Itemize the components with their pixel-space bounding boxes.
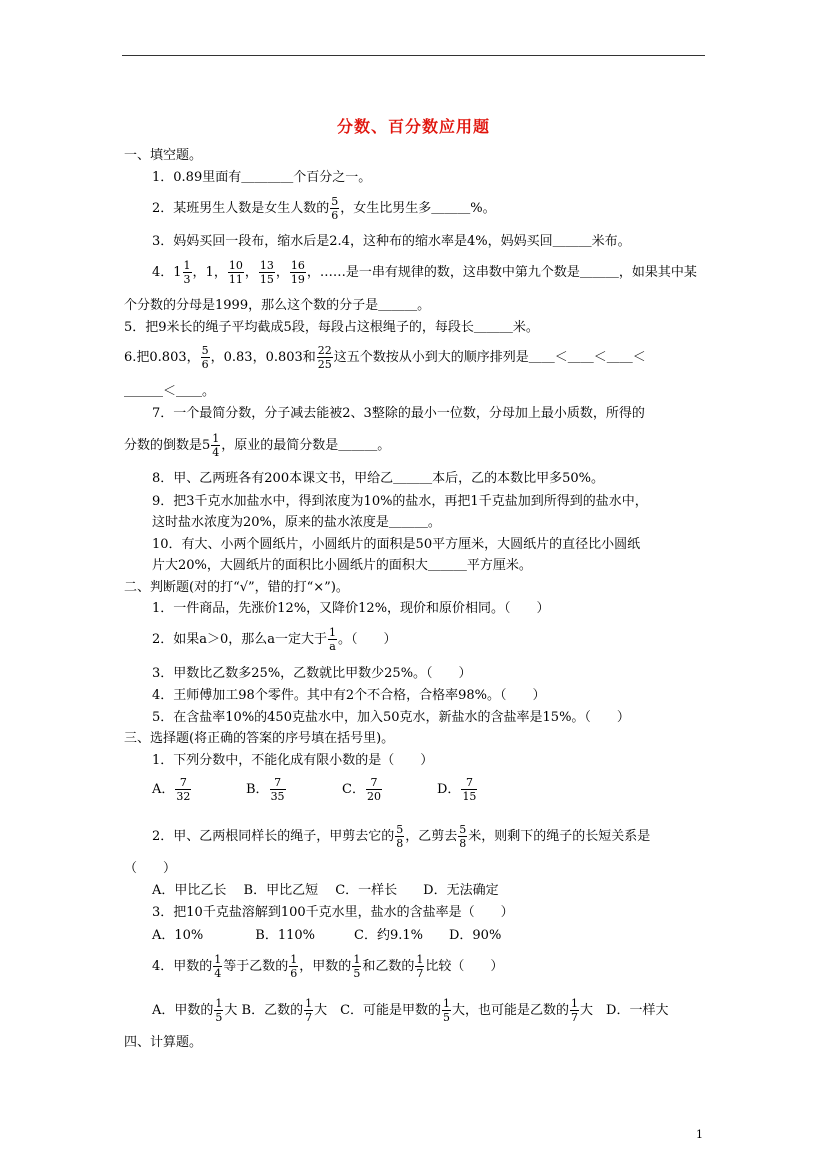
choice-3-options: A．10% B．110% C．约9.1% D．90% bbox=[152, 928, 502, 943]
fraction: $\frac{1}{7}$ bbox=[571, 997, 579, 1024]
option-b: B． $\frac{7}{35}$ bbox=[246, 776, 285, 803]
fraction: $\frac{1}{4}$ bbox=[214, 953, 222, 980]
choice-3: 3．把10千克盐溶解到100千克水里，盐水的含盐率是（ ） bbox=[152, 905, 514, 920]
question-7-cont: 分数的倒数是5 $\frac{1}{4}$ ，原业的最简分数是＿＿＿。 bbox=[124, 432, 391, 459]
option-a: A． $\frac{7}{32}$ bbox=[152, 776, 191, 803]
question-1: 1．0.89里面有＿＿＿＿个百分之一。 bbox=[152, 170, 372, 185]
page-number: 1 bbox=[696, 1128, 703, 1141]
choice-4: 4．甲数的 $\frac{1}{4}$ 等于乙数的 $\frac{1}{6}$ ，甲数的 $\frac{1}{5}$ 和乙数的 $\frac{1}{7}$ 比较（ ） bbox=[152, 953, 504, 980]
question-4: 4．1 $\frac{1}{3}$ ，1， $\frac{10}{11}$ ， $\frac{13}{15}$ ， $\frac{16}{19}$ ，……是一串有规律的数，这串数中第九个数是＿＿＿，如果其中某 bbox=[152, 259, 697, 286]
fraction: $\frac{1}{5}$ bbox=[353, 953, 361, 980]
fraction: $\frac{5}{6}$ bbox=[331, 195, 339, 222]
page-title: 分数、百分数应用题 bbox=[336, 117, 490, 136]
section-choice: 三、选择题(将正确的答案的序号填在括号里)。 bbox=[124, 731, 395, 746]
judge-5: 5．在含盐率10%的450克盐水中，加入50克水，新盐水的含盐率是15%。（ ） bbox=[152, 710, 630, 725]
question-9: 9．把3千克水加盐水中，得到浓度为10%的盐水，再把1千克盐加到所得到的盐水中， bbox=[152, 494, 648, 509]
fraction: $\frac{1}{4}$ bbox=[212, 432, 220, 459]
question-2: 2．某班男生人数是女生人数的 $\frac{5}{6}$ ，女生比男生多＿＿＿%。 bbox=[152, 195, 496, 222]
fraction: $\frac{16}{19}$ bbox=[290, 259, 305, 286]
fraction: $\frac{1}{7}$ bbox=[416, 953, 424, 980]
question-4-cont: 个分数的分母是1999，那么这个数的分子是＿＿＿。 bbox=[124, 298, 431, 313]
fraction: $\frac{7}{15}$ bbox=[462, 776, 477, 803]
fraction: $\frac{5}{8}$ bbox=[459, 823, 467, 850]
choice-2: 2．甲、乙两根同样长的绳子，甲剪去它的 $\frac{5}{8}$ ，乙剪去 $\frac{5}{8}$ 米，则剩下的绳子的长短关系是 bbox=[152, 823, 651, 850]
fraction: $\frac{5}{8}$ bbox=[396, 823, 404, 850]
fraction: $\frac{1}{a}$ bbox=[329, 626, 337, 653]
question-6-cont: ＿＿＿＜＿＿。 bbox=[124, 384, 216, 399]
judge-4: 4．王师傅加工98个零件。其中有2个不合格，合格率98%。（ ） bbox=[152, 688, 546, 703]
fraction: $\frac{7}{32}$ bbox=[176, 776, 191, 803]
fraction: $\frac{1}{7}$ bbox=[305, 997, 313, 1024]
section-fill-blank: 一、填空题。 bbox=[124, 148, 203, 163]
option-c: C． $\frac{7}{20}$ bbox=[342, 776, 381, 803]
question-10-cont: 片大20%，大圆纸片的面积比小圆纸片的面积大＿＿＿平方厘米。 bbox=[152, 558, 532, 573]
fraction: $\frac{22}{25}$ bbox=[317, 344, 332, 371]
question-6: 6.把0.803， $\frac{5}{6}$ ，0.83，0.803和 $\frac{22}{25}$ 这五个数按从小到大的顺序排列是＿＿＜＿＿＜＿＿＜ bbox=[124, 344, 646, 371]
fraction: $\frac{13}{15}$ bbox=[259, 259, 274, 286]
section-judge: 二、判断题(对的打“√”，错的打“×”)。 bbox=[124, 580, 349, 595]
choice-2-options: A．甲比乙长 B．甲比乙短 C．一样长 D．无法确定 bbox=[152, 883, 499, 898]
question-7: 7．一个最简分数，分子减去能被2、3整除的最小一位数，分母加上最小质数，所得的 bbox=[152, 406, 645, 421]
fraction: $\frac{1}{6}$ bbox=[290, 953, 298, 980]
choice-2-blank: （ ） bbox=[124, 861, 177, 876]
fraction: $\frac{5}{6}$ bbox=[201, 344, 209, 371]
fraction: $\frac{7}{35}$ bbox=[270, 776, 285, 803]
question-10: 10．有大、小两个圆纸片，小圆纸片的面积是50平方厘米，大圆纸片的直径比小圆纸 bbox=[152, 537, 641, 552]
fraction: $\frac{10}{11}$ bbox=[228, 259, 243, 286]
header-rule bbox=[122, 55, 705, 56]
question-8: 8．甲、乙两班各有200本课文书，甲给乙＿＿＿本后，乙的本数比甲多50%。 bbox=[152, 471, 604, 486]
section-calculation: 四、计算题。 bbox=[124, 1035, 203, 1050]
judge-1: 1．一件商品，先涨价12%，又降价12%，现价和原价相同。（ ） bbox=[152, 601, 550, 616]
judge-2: 2．如果a＞0，那么a一定大于 $\frac{1}{a}$ 。（ ） bbox=[152, 626, 397, 653]
fraction: $\frac{1}{5}$ bbox=[215, 997, 223, 1024]
option-d: D． $\frac{7}{15}$ bbox=[437, 776, 477, 803]
fraction: $\frac{1}{5}$ bbox=[443, 997, 451, 1024]
question-3: 3．妈妈买回一段布，缩水后是2.4，这种布的缩水率是4%，妈妈买回＿＿＿米布。 bbox=[152, 234, 631, 249]
fraction: $\frac{7}{20}$ bbox=[366, 776, 381, 803]
fraction: $\frac{1}{3}$ bbox=[183, 259, 191, 286]
judge-3: 3．甲数比乙数多25%，乙数就比甲数少25%。（ ） bbox=[152, 666, 472, 681]
question-5: 5．把9米长的绳子平均截成5段，每段占这根绳子的，每段长＿＿＿米。 bbox=[124, 320, 539, 335]
choice-1: 1．下列分数中，不能化成有限小数的是（ ） bbox=[152, 753, 434, 768]
question-9-cont: 这时盐水浓度为20%，原来的盐水浓度是＿＿＿。 bbox=[152, 515, 441, 530]
choice-4-options: A．甲数的 $\frac{1}{5}$ 大 B．乙数的 $\frac{1}{7}$ 大 C．可能是甲数的 $\frac{1}{5}$ 大，也可能是乙数的 $\frac{1}{7}$ 大 D．一样大 bbox=[152, 997, 669, 1024]
